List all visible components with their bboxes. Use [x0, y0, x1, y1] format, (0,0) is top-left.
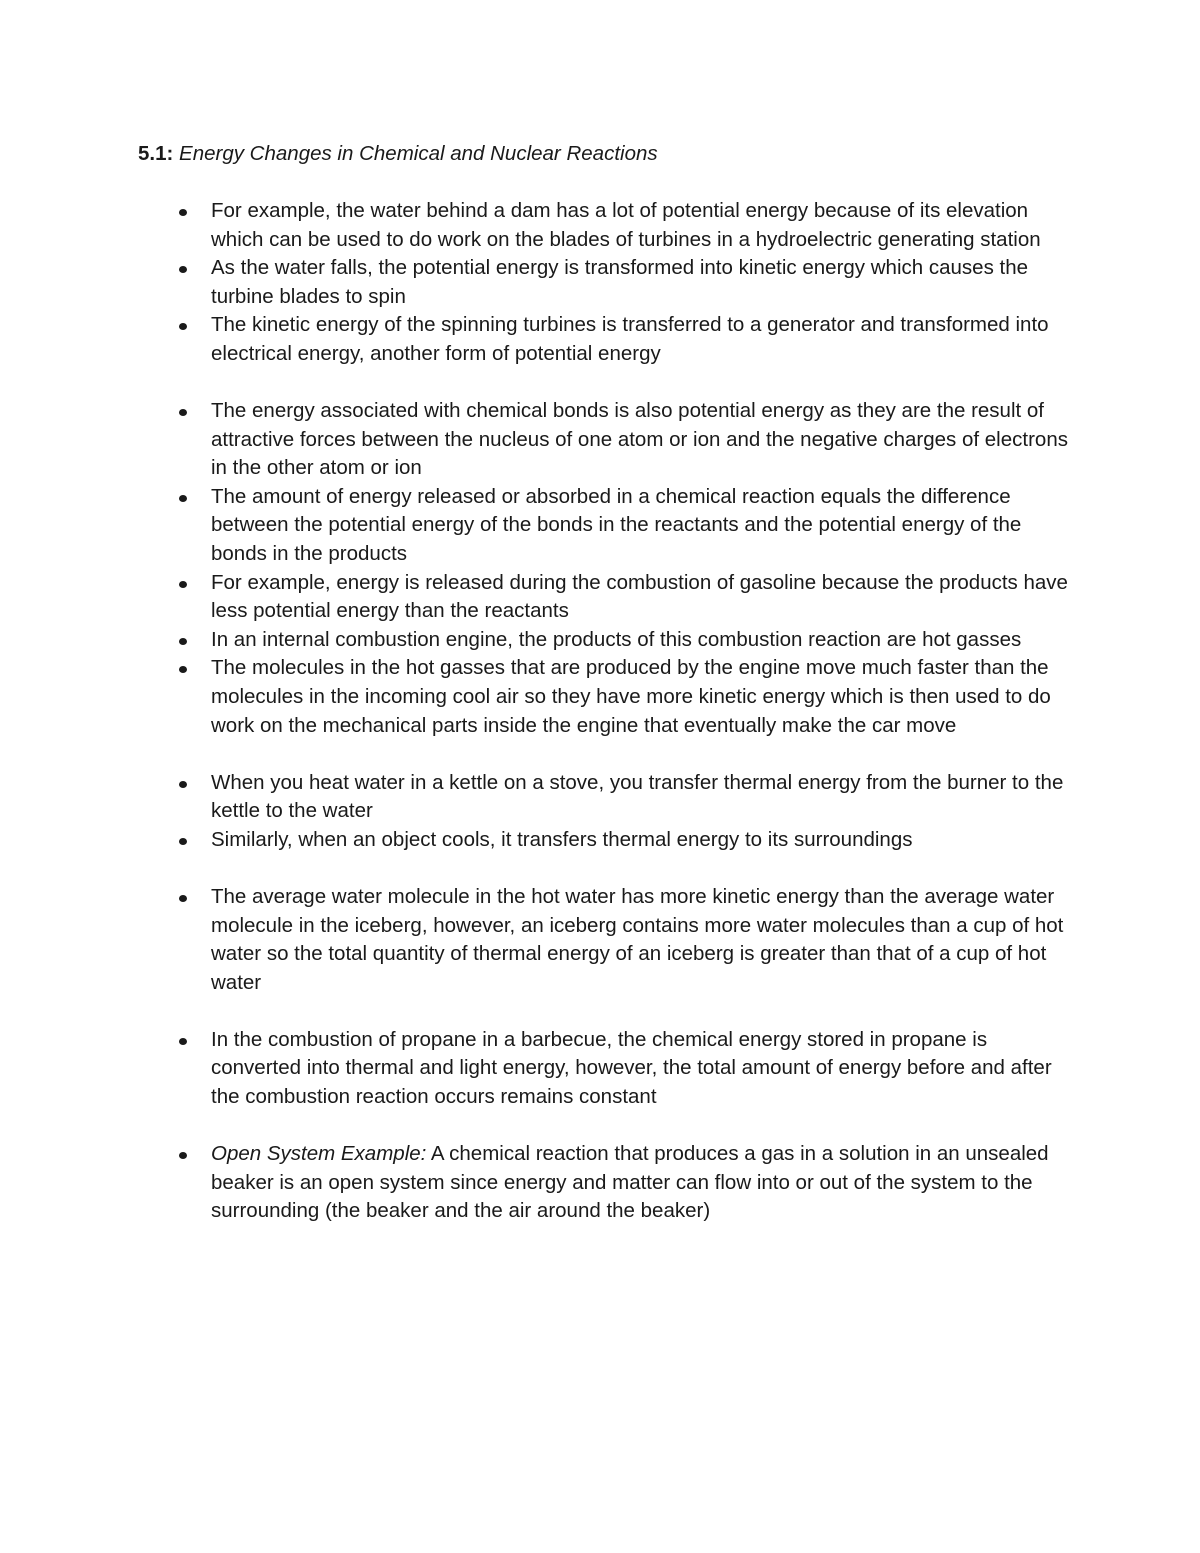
bullet-icon: [179, 638, 187, 645]
list-item-text: For example, energy is released during the combustion of gasoline because the products have less potential energy than the reactants: [211, 570, 1068, 623]
list-item: [0, 311, 1071, 368]
bullet-icon: [179, 581, 187, 588]
section-heading: [138, 140, 658, 168]
list-item-text: In an internal combustion engine, the products of this combustion reaction are hot gasses: [211, 627, 1022, 651]
list-item-text: The molecules in the hot gasses that are produced by the engine move much faster than the molecules in the incoming cool air so they have more kinetic energy which is then used to do work on the mechanical parts inside the engine that eventually make the car move: [211, 656, 1051, 737]
list-item-text: The average water molecule in the hot water has more kinetic energy than the average water molecule in the iceberg, however, an iceberg contains more water molecules than a cup of hot water so the total quantity of thermal energy of an iceberg is greater than that of a cup of hot water: [211, 884, 1064, 994]
list-item-text: As the water falls, the potential energy is transformed into kinetic energy which causes the turbine blades to spin: [211, 256, 1029, 308]
list-item: [0, 654, 1071, 740]
list-item: [0, 569, 1071, 626]
bullet-icon: [179, 1038, 187, 1045]
list-item: [0, 626, 1071, 655]
list-item-text: A chemical reaction that produces a gas in a solution in an unsealed beaker is an open system since energy and matter can flow into or out of the system to the surrounding (the beaker and the air around the beaker): [211, 1142, 1049, 1223]
list-item-text: In the combustion of propane in a barbecue, the chemical energy stored in propane is converted into thermal and light energy, however, the total amount of energy before and after the combustion reaction occurs remains constant: [211, 1027, 1052, 1109]
list-item: [0, 883, 1071, 997]
notes-bullet-list: [0, 197, 1200, 1226]
open-system-example-label: Open System Example:: [211, 1142, 427, 1166]
list-item: [0, 254, 1071, 311]
bullet-icon: [179, 781, 187, 788]
bullet-icon: [179, 666, 187, 673]
list-item-text: For example, the water behind a dam has a lot of potential energy because of its elevation which can be used to do work on the blades of turbines in a hydroelectric generating station: [211, 199, 1041, 251]
section-title: Energy Changes in Chemical and Nuclear Reactions: [179, 142, 658, 165]
bullet-icon: [179, 266, 187, 273]
list-item-text: When you heat water in a kettle on a stove, you transfer thermal energy from the burner to the kettle to the water: [211, 770, 1064, 823]
bullet-icon: [179, 495, 187, 502]
list-item: [0, 397, 1071, 483]
bullet-icon: [179, 895, 187, 902]
list-item: [0, 197, 1071, 254]
bullet-icon: [179, 323, 187, 330]
list-item-text: Similarly, when an object cools, it transfers thermal energy to its surroundings: [211, 827, 913, 851]
bullet-icon: [179, 409, 187, 416]
list-item-text: The kinetic energy of the spinning turbines is transferred to a generator and transformed into electrical energy, another form of potential energy: [211, 313, 1049, 365]
list-item: [0, 1140, 1071, 1226]
section-number: 5.1:: [138, 142, 174, 165]
bullet-icon: [179, 209, 187, 216]
list-item: [0, 769, 1071, 826]
list-item: [0, 1026, 1071, 1112]
bullet-icon: [179, 838, 187, 845]
list-item: [0, 826, 1071, 855]
list-item: [0, 483, 1071, 569]
list-item-text: The amount of energy released or absorbed in a chemical reaction equals the difference between the potential energy of the bonds in the reactants and the potential energy of the bonds in the products: [211, 484, 1022, 566]
bullet-icon: [179, 1152, 187, 1159]
list-item-text: The energy associated with chemical bonds is also potential energy as they are the result of attractive forces between the nucleus of one atom or ion and the negative charges of electrons in the other atom or ion: [211, 399, 1068, 480]
